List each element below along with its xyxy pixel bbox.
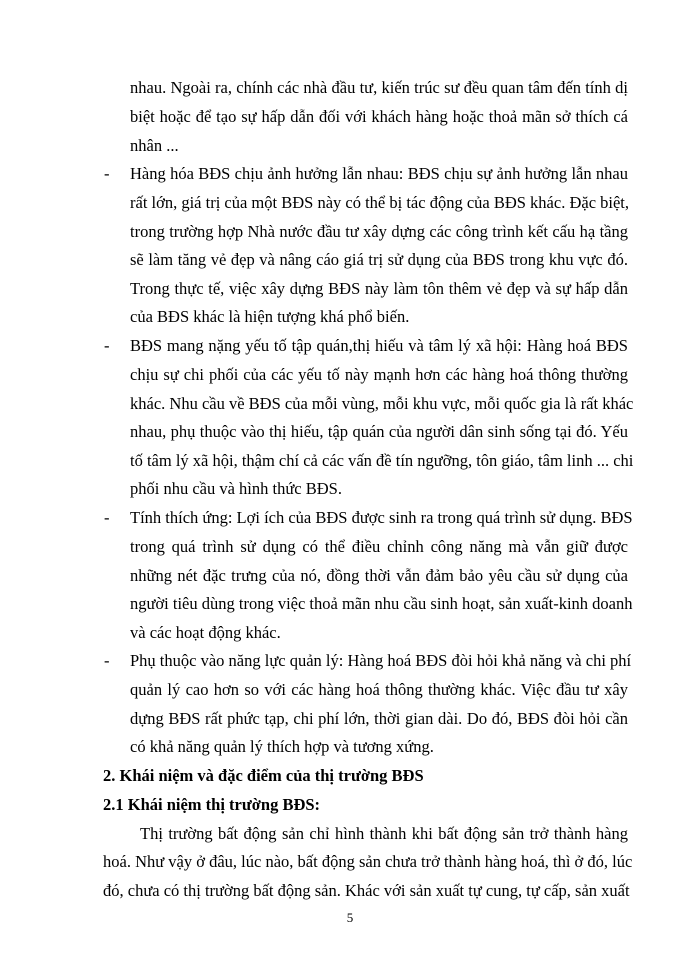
bullet-line: quản lý cao hơn so với các hàng hoá thông thường khác. Việc đầu tư xây bbox=[130, 680, 628, 699]
bullet-line: tố tâm lý xã hội, thậm chí cả các vấn đề tín ngưỡng, tôn giáo, tâm linh ... chi bbox=[130, 451, 634, 470]
bullet-line: trong trường hợp Nhà nước đầu tư xây dựng các công trình kết cấu hạ tầng bbox=[130, 222, 628, 241]
bullet-line: nhau, phụ thuộc vào thị hiếu, tập quán của người dân sinh sống tại đó. Yếu bbox=[130, 422, 628, 441]
bullet-line: phối nhu cầu và hình thức BĐS. bbox=[130, 479, 342, 498]
intro-line: nhân ... bbox=[130, 136, 179, 155]
bullet-line: sẽ làm tăng vẻ đẹp và nâng cáo giá trị sử dụng của BĐS trong khu vực đó. bbox=[130, 250, 628, 269]
bullet-line: của BĐS khác là hiện tượng khá phổ biến. bbox=[130, 307, 410, 326]
bullet-marker: - bbox=[104, 508, 110, 527]
bullet-line: và các hoạt động khác. bbox=[130, 623, 281, 642]
paragraph-line: Thị trường bất động sản chỉ hình thành khi bất động sản trở thành hàng bbox=[140, 824, 628, 843]
paragraph-line: đó, chưa có thị trường bất động sản. Khác với sản xuất tự cung, tự cấp, sản xuất bbox=[103, 881, 630, 900]
bullet-line: Tính thích ứng: Lợi ích của BĐS được sinh ra trong quá trình sử dụng. BĐS bbox=[130, 508, 633, 527]
bullet-marker: - bbox=[104, 336, 110, 355]
section-heading: 2. Khái niệm và đặc điểm của thị trường BĐS bbox=[103, 766, 424, 785]
bullet-marker: - bbox=[104, 651, 110, 670]
bullet-marker: - bbox=[104, 164, 110, 183]
bullet-line: Trong thực tế, việc xây dựng BĐS này làm tôn thêm vẻ đẹp và sự hấp dẫn bbox=[130, 279, 628, 298]
bullet-line: Hàng hóa BĐS chịu ảnh hưởng lẫn nhau: BĐS chịu sự ảnh hưởng lẫn nhau bbox=[130, 164, 628, 183]
bullet-line: có khả năng quản lý thích hợp và tương xứng. bbox=[130, 737, 434, 756]
bullet-line: khác. Nhu cầu về BĐS của mỗi vùng, mỗi khu vực, mỗi quốc gia là rất khác bbox=[130, 394, 634, 413]
bullet-line: rất lớn, giá trị của một BĐS này có thể bị tác động của BĐS khác. Đặc biệt, bbox=[130, 193, 630, 212]
bullet-line: trong quá trình sử dụng có thể điều chỉnh công năng mà vẫn giữ được bbox=[130, 537, 628, 556]
bullet-line: chịu sự chi phối của các yếu tố này mạnh hơn các hàng hoá thông thường bbox=[130, 365, 628, 384]
subsection-heading: 2.1 Khái niệm thị trường BĐS: bbox=[103, 795, 321, 814]
bullet-line: Phụ thuộc vào năng lực quản lý: Hàng hoá BĐS đòi hỏi khả năng và chi phí bbox=[130, 651, 632, 670]
intro-line: nhau. Ngoài ra, chính các nhà đầu tư, kiến trúc sư đều quan tâm đến tính dị bbox=[130, 78, 628, 97]
intro-line: biệt hoặc để tạo sự hấp dẫn đối với khách hàng hoặc thoả mãn sở thích cá bbox=[130, 107, 628, 126]
bullet-line: những nét đặc trưng của nó, đồng thời vẫn đảm bảo yêu cầu sử dụng của bbox=[130, 566, 628, 585]
paragraph-line: hoá. Như vậy ở đâu, lúc nào, bất động sản chưa trở thành hàng hoá, thì ở đó, lúc bbox=[103, 852, 633, 871]
page-number: 5 bbox=[346, 910, 354, 925]
bullet-line: BĐS mang nặng yếu tố tập quán,thị hiếu và tâm lý xã hội: Hàng hoá BĐS bbox=[130, 336, 628, 355]
bullet-line: dựng BĐS rất phức tạp, chi phí lớn, thời gian dài. Do đó, BĐS đòi hỏi cần bbox=[130, 709, 628, 728]
bullet-line: người tiêu dùng trong việc thoả mãn nhu cầu sinh hoạt, sản xuất-kinh doanh bbox=[130, 594, 633, 613]
